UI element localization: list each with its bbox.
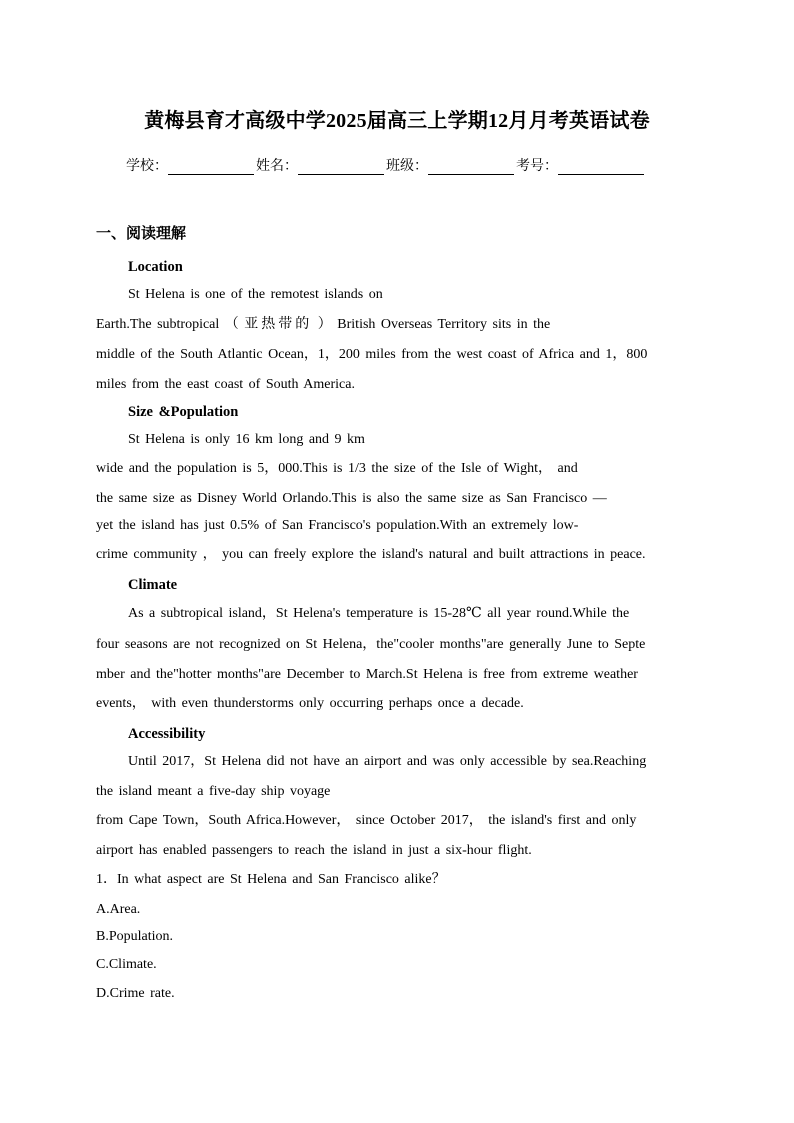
option-c[interactable]: C.Climate. [96, 957, 157, 972]
passage-line: middle of the South Atlantic Ocean，1，200 miles from the west coast of Africa and 1，800 [96, 347, 648, 362]
option-d[interactable]: D.Crime rate. [96, 986, 175, 1001]
passage-text: Earth.The subtropical （ [96, 317, 239, 332]
passage-line: St Helena is one of the remotest islands on [128, 287, 383, 302]
name-label: 姓名： [256, 158, 298, 174]
passage-line: the island meant a five-day ship voyage [96, 784, 331, 799]
location-heading: Location [128, 259, 183, 275]
passage-line: four seasons are not recognized on St Helena，the"cooler months"are generally June to Septe [96, 637, 646, 652]
class-field[interactable] [428, 160, 514, 175]
student-info-row [126, 155, 646, 175]
accessibility-heading: Accessibility [128, 726, 206, 742]
passage-line: the same size as Disney World Orlando.This is also the same size as San Francisco — [96, 491, 607, 506]
name-field[interactable] [298, 160, 384, 175]
passage-line: Until 2017，St Helena did not have an airport and was only accessible by sea.Reaching [128, 754, 647, 769]
passage-line: miles from the east coast of South America. [96, 377, 355, 392]
passage-line: crime community ， you can freely explore the island's natural and built attractions in peace. [96, 547, 646, 562]
option-a[interactable]: A.Area. [96, 902, 141, 917]
exam-no-field[interactable] [558, 160, 644, 175]
passage-line: airport has enabled passengers to reach the island in just a six-hour flight. [96, 843, 532, 858]
climate-heading: Climate [128, 577, 178, 593]
passage-line: events， with even thunderstorms only occurring perhaps once a decade. [96, 696, 524, 711]
class-label: 班级： [386, 158, 428, 174]
exam-title: 黄梅县育才高级中学2025届高三上学期12月月考英语试卷 [144, 110, 650, 132]
passage-line: wide and the population is 5，000.This is 1/3 the size of the Isle of Wight， and [96, 461, 578, 476]
exam-no-label: 考号： [516, 158, 558, 174]
passage-line: yet the island has just 0.5% of San Francisco's population.With an extremely low- [96, 518, 579, 533]
passage-line: mber and the"hotter months"are December to March.St Helena is free from extreme weather [96, 667, 638, 682]
chinese-gloss: 亚热带的 [244, 316, 313, 332]
passage-line: St Helena is only 16 km long and 9 km [128, 432, 365, 447]
section-title: 一、阅读理解 [96, 224, 187, 242]
school-field[interactable] [168, 160, 254, 175]
passage-text: ） British Overseas Territory sits in the [317, 317, 551, 332]
passage-line [96, 315, 550, 334]
passage-line: from Cape Town，South Africa.However， since October 2017， the island's first and only [96, 813, 637, 828]
question-stem: 1．In what aspect are St Helena and San Francisco alike？ [96, 872, 446, 887]
option-b[interactable]: B.Population. [96, 929, 174, 944]
school-label: 学校： [126, 158, 168, 174]
size-heading: Size &Population [128, 404, 239, 420]
passage-line: As a subtropical island，St Helena's temperature is 15-28℃ all year round.While the [128, 606, 630, 621]
